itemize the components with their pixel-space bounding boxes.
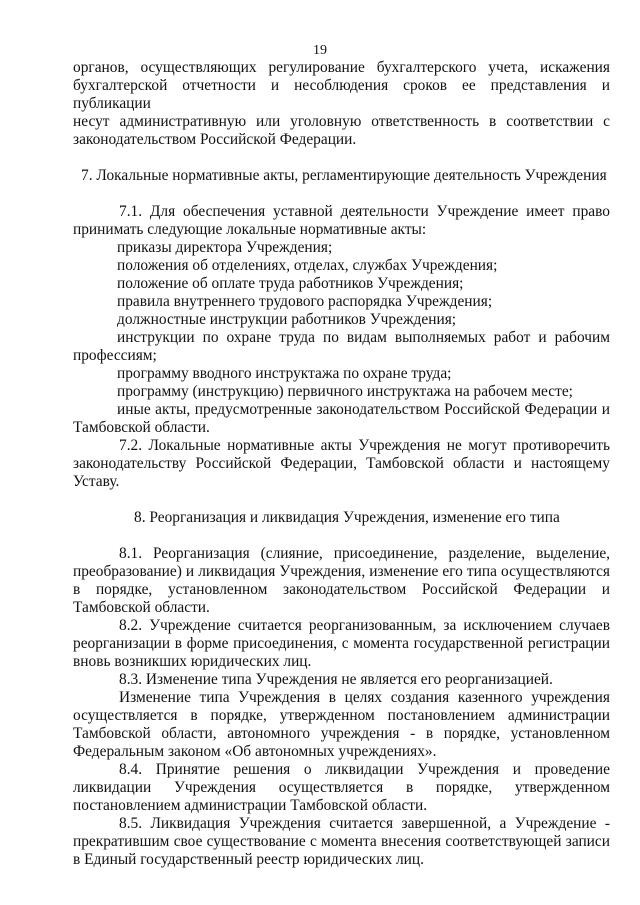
list-item: Тамбовской области.	[73, 419, 210, 436]
section-8-heading: 8. Реорганизация и ликвидация Учреждения, изменение его типа	[134, 509, 560, 526]
text-line: Изменение типа Учреждения в целях создания казенного учреждения	[119, 689, 610, 706]
text-line: принимать следующие локальные нормативные акты:	[73, 221, 427, 238]
text-line: вновь возникших юридических лиц.	[73, 653, 312, 670]
text-line: 8.5. Ликвидация Учреждения считается завершенной, а Учреждение -	[119, 815, 610, 832]
page-number: 19	[313, 43, 327, 58]
text-line: Федеральным законом «Об автономных учреждениях».	[73, 743, 437, 760]
list-item: программу вводного инструктажа по охране труда;	[117, 365, 452, 382]
list-item: должностные инструкции работников Учреждения;	[117, 311, 457, 328]
text-line: 7.2. Локальные нормативные акты Учреждения не могут противоречить	[119, 437, 610, 454]
list-item: инструкции по охране труда по видам выполняемых работ и рабочим	[117, 329, 610, 346]
list-item: иные акты, предусмотренные законодательством Российской Федерации и	[117, 401, 610, 418]
text-line: прекратившим свое существование с момента внесения соответствующей записи	[73, 833, 610, 850]
list-item: профессиям;	[73, 347, 157, 364]
text-line: постановлением администрации Тамбовской области.	[73, 797, 428, 814]
text-line: несут административную или уголовную ответственность в соответствии с	[73, 113, 610, 130]
text-line: ликвидации Учреждения осуществляется в порядке, утвержденном	[73, 779, 610, 796]
text-line: 8.1. Реорганизация (слияние, присоединение, разделение, выделение,	[119, 545, 610, 562]
text-line: бухгалтерской отчетности и несоблюдения сроков ее представления и публикации	[73, 77, 610, 112]
page-content	[73, 59, 610, 869]
text-line: 8.3. Изменение типа Учреждения не является его реорганизацией.	[119, 671, 553, 688]
text-line: осуществляется в порядке, утвержденном постановлением администрации	[73, 707, 610, 724]
text-line: Тамбовской области.	[73, 599, 210, 616]
list-item: положения об отделениях, отделах, службах Учреждения;	[117, 257, 498, 274]
text-line: 7.1. Для обеспечения уставной деятельности Учреждение имеет право	[119, 203, 610, 220]
list-item: положение об оплате труда работников Учреждения;	[117, 275, 464, 292]
list-item: приказы директора Учреждения;	[117, 239, 333, 256]
text-line: реорганизации в форме присоединения, с момента государственной регистрации	[73, 635, 610, 652]
text-line: в Единый государственный реестр юридических лиц.	[73, 851, 424, 868]
text-line: законодательством Российской Федерации.	[73, 131, 357, 148]
section-7-heading: 7. Локальные нормативные акты, регламентирующие деятельность Учреждения	[81, 167, 607, 184]
list-item: программу (инструкцию) первичного инструктажа на рабочем месте;	[117, 383, 573, 400]
text-line: 8.4. Принятие решения о ликвидации Учреждения и проведение	[119, 761, 610, 778]
text-line: органов, осуществляющих регулирование бухгалтерского учета, искажения	[73, 59, 610, 76]
list-item: правила внутреннего трудового распорядка Учреждения;	[117, 293, 493, 310]
text-line: законодательству Российской Федерации, Тамбовской области и настоящему	[73, 455, 610, 472]
text-line: Уставу.	[73, 473, 120, 490]
text-line: преобразование) и ликвидация Учреждения, изменение его типа осуществляются	[73, 563, 610, 580]
text-line: Тамбовской области, автономного учреждения - в порядке, установленном	[73, 725, 610, 742]
text-line: в порядке, установленном законодательством Российской Федерации и	[73, 581, 610, 598]
text-line: 8.2. Учреждение считается реорганизованным, за исключением случаев	[119, 617, 610, 634]
